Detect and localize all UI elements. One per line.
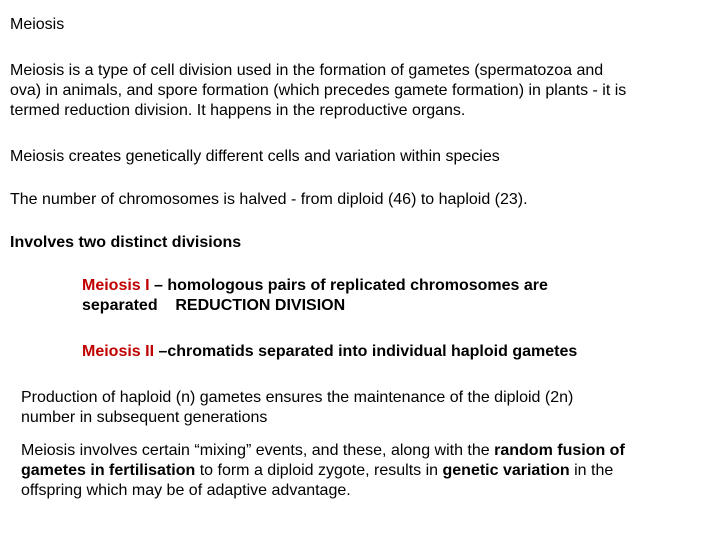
mixing-text-1: Meiosis involves certain “mixing” events, and these, along with the	[21, 442, 495, 459]
mixing-bold-2: genetic variation	[442, 462, 570, 479]
meiosis-2-desc: –chromatids separated into individual haploid gametes	[154, 343, 578, 360]
meiosis-1-label: Meiosis I	[82, 277, 150, 294]
page-title: Meiosis	[10, 16, 65, 33]
haploid-paragraph	[21, 388, 711, 428]
mixing-text-2: to form a diploid zygote, results in	[195, 462, 443, 479]
intro-line-1: Meiosis is a type of cell division used in the formation of gametes (spermatozoa and	[10, 62, 604, 79]
meiosis-2-label: Meiosis II	[82, 343, 155, 360]
divisions-heading: Involves two distinct divisions	[10, 234, 242, 251]
intro-paragraph	[10, 61, 715, 121]
mixing-bold-1a: random fusion of	[494, 442, 625, 459]
meiosis-1-desc: – homologous pairs of replicated chromosomes are	[149, 277, 548, 294]
mixing-paragraph	[21, 441, 716, 501]
chromosome-text: The number of chromosomes is halved - from diploid (46) to haploid (23).	[10, 191, 528, 208]
meiosis-1-desc-line-2: separated REDUCTION DIVISION	[82, 297, 346, 314]
mixing-line-3: offspring which may be of adaptive advantage.	[21, 482, 351, 499]
mixing-text-3: in the	[569, 462, 614, 479]
intro-line-3: termed reduction division. It happens in the reproductive organs.	[10, 102, 466, 119]
meiosis-2-item	[82, 342, 712, 362]
variation-text: Meiosis creates genetically different cells and variation within species	[10, 148, 500, 165]
haploid-line-2: number in subsequent generations	[21, 409, 268, 426]
haploid-line-1: Production of haploid (n) gametes ensures the maintenance of the diploid (2n)	[21, 389, 574, 406]
intro-line-2: ova) in animals, and spore formation (which precedes gamete formation) in plants - it is	[10, 82, 627, 99]
mixing-bold-1b: gametes in fertilisation	[21, 462, 196, 479]
meiosis-1-item	[82, 276, 702, 316]
